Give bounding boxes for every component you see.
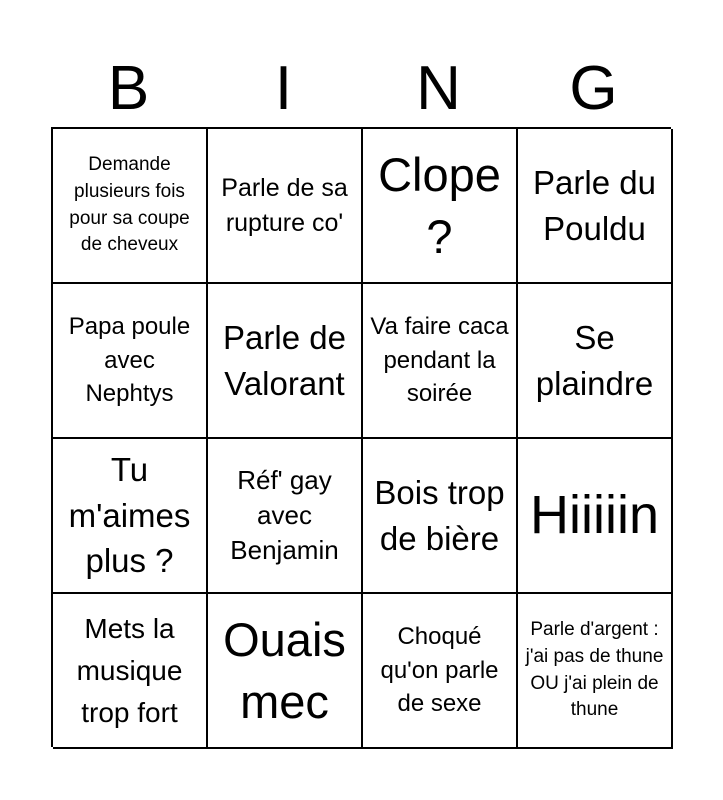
cell-text: Mets la musique trop fort	[76, 612, 183, 728]
cell-text: Hiiiiin	[529, 485, 659, 546]
cell-text: Parle de Valorant	[223, 318, 346, 402]
bingo-cell[interactable]	[208, 129, 363, 284]
bingo-cell[interactable]	[208, 284, 363, 439]
bingo-cell[interactable]	[518, 439, 673, 594]
bingo-cell[interactable]	[208, 594, 363, 749]
bingo-cell[interactable]	[53, 129, 208, 284]
bingo-cell[interactable]	[363, 594, 518, 749]
header-letter-i: I	[274, 54, 293, 123]
header-letter-b: B	[107, 54, 150, 123]
cell-text: Clope ?	[378, 148, 501, 263]
cell-text: Papa poule avec Nephtys	[68, 313, 191, 408]
bingo-cell[interactable]	[518, 594, 673, 749]
bingo-cell[interactable]	[53, 439, 208, 594]
bingo-cell[interactable]	[53, 284, 208, 439]
cell-text: Tu m'aimes plus ?	[68, 451, 191, 580]
cell-text: Réf' gay avec Benjamin	[230, 464, 339, 566]
cell-text: Parle du Pouldu	[533, 163, 656, 247]
bingo-cell[interactable]	[363, 439, 518, 594]
cell-text: Demande plusieurs fois pour sa coupe de cheveux	[69, 154, 190, 256]
cell-text: Bois trop de bière	[374, 473, 505, 557]
bingo-header	[51, 50, 671, 128]
cell-text: Se plaindre	[535, 318, 654, 402]
cell-text: Choqué qu'on parle de sexe	[380, 623, 499, 718]
cell-text: Va faire caca pendant la soirée	[370, 313, 509, 408]
bingo-cell[interactable]	[363, 284, 518, 439]
bingo-cell[interactable]	[363, 129, 518, 284]
bingo-cell[interactable]	[518, 284, 673, 439]
cell-text: Parle de sa rupture co'	[221, 174, 348, 237]
cell-text: Ouais mec	[223, 613, 346, 728]
bingo-grid	[51, 127, 671, 747]
bingo-cell[interactable]	[208, 439, 363, 594]
cell-text: Parle d'argent : j'ai pas de thune OU j'ai plein de thune	[525, 619, 664, 721]
bingo-cell[interactable]	[518, 129, 673, 284]
header-letter-g: G	[569, 54, 618, 123]
bingo-cell[interactable]	[53, 594, 208, 749]
header-letter-n: N	[416, 54, 461, 123]
